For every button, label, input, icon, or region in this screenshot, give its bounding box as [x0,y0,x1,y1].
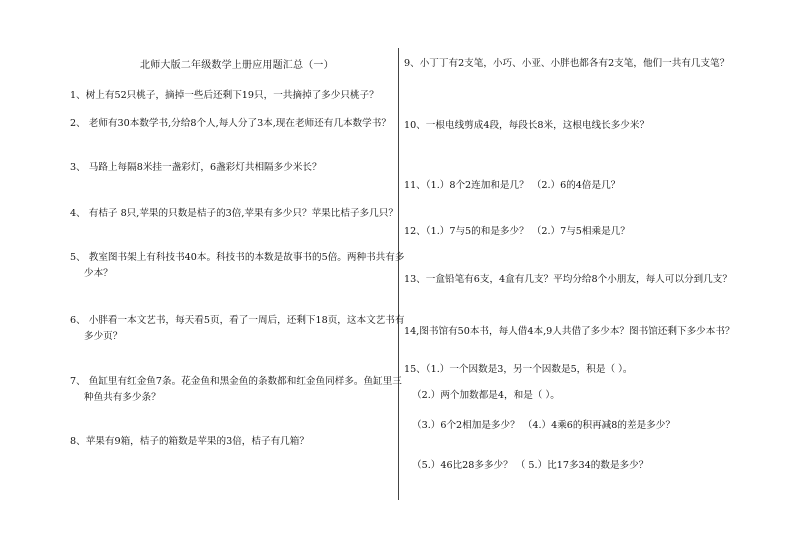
worksheet-title: 北师大版二年级数学上册应用题汇总（一） [140,60,334,71]
question-2: 2、 老师有30本数学书,分给8个人,每人分了3本,现在老师还有几本数学书？ [70,118,391,129]
question-7: 7、 鱼缸里有红金鱼7条。花金鱼和黑金鱼的条数都和红金鱼同样多。鱼缸里三 种鱼共有多少条？ [70,376,402,403]
question-3: 3、 马路上每隔8米挂一盏彩灯，6盏彩灯共相隔多少米长？ [70,162,322,173]
question-11: 11、（1.）8个2连加和是几？ （2.）6的4倍是几？ [404,180,621,191]
question-12: 12、（1.）7与5的和是多少？ （2.）7与5相乘是几？ [404,226,630,237]
question-1: 1、树上有52只桃子，摘掉一些后还剩下19只，一共摘掉了多少只桃子？ [70,90,379,101]
question-14: 14,图书馆有50本书，每人借4本,9人共借了多少本？图书馆还剩下多少本书？ [404,326,735,337]
question-10: 10、一根电线剪成4段，每段长8米，这根电线长多少米？ [404,120,650,131]
question-15-part-5: （5.）46比28多多少？ （ 5.）比17多34的数是多少？ [412,460,649,471]
question-6: 6、 小胖看一本文艺书，每天看5页，看了一周后，还剩下18页，这本文艺书有 多少页？ [70,315,405,342]
question-5: 5、 教室图书架上有科技书40本。科技书的本数是故事书的5倍。两种书共有多 少本？ [70,252,405,279]
question-15-part-1: 15、（1.）一个因数是3，另一个因数是5，积是（ ）。 [404,364,633,375]
question-15-part-3-4: （3.）6个2相加是多少？ （4.）4乘6的积再减8的差是多少？ [412,420,675,431]
question-13: 13、一盒铅笔有6支，4盒有几支？平均分给8个小朋友，每人可以分到几支？ [404,274,732,285]
question-9: 9、小丁丁有2支笔，小巧、小亚、小胖也都各有2支笔，他们一共有几支笔？ [404,58,730,69]
question-15-part-2: （2.）两个加数都是4，和是（ ）。 [412,390,560,401]
question-8: 8、苹果有9箱，桔子的箱数是苹果的3倍，桔子有几箱？ [70,436,309,447]
question-4: 4、 有桔子 8只,苹果的只数是桔子的3倍,苹果有多少只？苹果比桔子多几只？ [70,208,398,219]
